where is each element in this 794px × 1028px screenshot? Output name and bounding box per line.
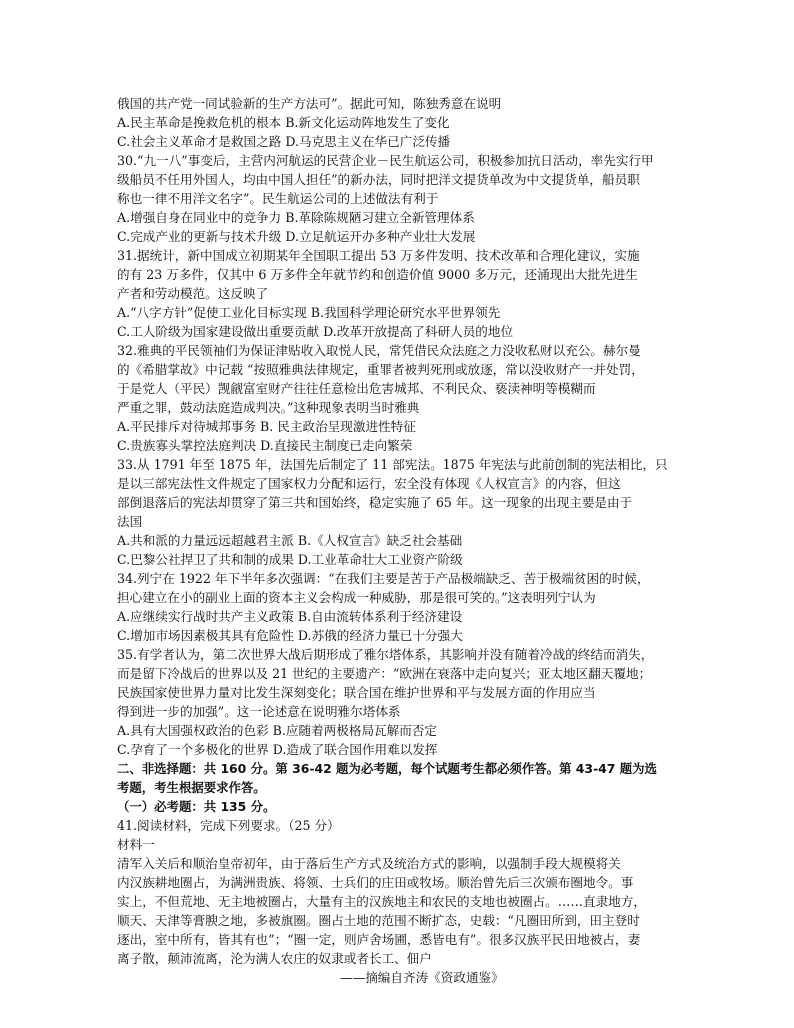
material-text: 离子散，颠沛流离，沦为满人农庄的奴隶或者长工、佃户: [117, 951, 432, 966]
text-line: 产者和劳动模范。这反映了: [117, 286, 269, 301]
material-text: 顺天、天津等膏腴之地，多被旗圈。圈占土地的范围不断扩态，史载：“凡圈田所到，田主登时: [117, 913, 640, 928]
material-source: ——摘编自齐涛《资政通鉴》: [340, 970, 504, 985]
question-29-options-ab: A.民主革命是挽救危机的根本 B.新文化运动阵地发生了变化: [117, 115, 450, 130]
question-29-options-cd: C.社会主义革命才是救国之路 D.马克思主义在华已广泛传播: [117, 134, 451, 149]
question-31-options-ab: A.“八字方针”促使工业化目标实现 B.我国科学理论研究水平世界领先: [117, 305, 501, 320]
text-line: 部倒退落后的宪法却贯穿了第三共和国始终，稳定实施了 65 年。这一现象的出现主要是由于: [117, 495, 633, 510]
section-heading: 二、非选择题：共 160 分。第 36-42 题为必考题，每个试题考生都必须作答。第 43-47 题为选: [117, 761, 657, 776]
material-label: 材料一: [117, 837, 155, 852]
question-30-stem: 30.“九一八”事变后，主营内河航运的民营企业－民生航运公司，积极参加抗日活动，率先实行甲: [117, 153, 654, 168]
question-34-options-cd: C.增加市场因素极其具有危险性 D.苏俄的经济力量已十分强大: [117, 628, 463, 643]
question-35-options-ab: A.具有大国强权政治的色彩 B.应随着两极格局瓦解而否定: [117, 723, 438, 738]
text-line: 民族国家使世界力量对比发生深刻变化；联合国在维护世界和平与发展方面的作用应当: [117, 685, 596, 700]
question-35-stem: 35.有学者认为，第二次世界大战后期形成了雅尔塔体系，其影响并没有随着冷战的终结而消失，: [117, 647, 654, 662]
question-33-options-cd: C.巴黎公社捍卫了共和制的成果 D.工业革命壮大工业资产阶级: [117, 552, 463, 567]
question-30-options-ab: A.增强自身在同业中的竞争力 B.革除陈规陋习建立全新管理体系: [117, 210, 475, 225]
question-31-stem: 31.据统计，新中国成立初期某年全国职工提出 53 万多件发明、技术改革和合理化建议，实施: [117, 248, 640, 263]
question-35-options-cd: C.孕育了一个多极化的世界 D.造成了联合国作用难以发挥: [117, 742, 438, 757]
text-line: 严重之罪，鼓动法庭造成判决。”这种现象表明当时雅典: [117, 400, 420, 415]
text-line: 担心建立在小的副业上面的资本主义会构成一种威胁，那是很可笑的。”这表明列宁认为: [117, 590, 596, 605]
question-30-options-cd: C.完成产业的更新与技术升级 D.立足航运开办多种产业壮大发展: [117, 229, 476, 244]
subsection-heading: （一）必考题：共 135 分。: [117, 799, 276, 814]
question-33-options-ab: A.共和派的力量远远超越君主派 B.《人权宣言》缺乏社会基础: [117, 533, 463, 548]
question-32-options-ab: A.平民排斥对待城邦事务 B. 民主政治呈现激进性特征: [117, 419, 416, 434]
text-line: 俄国的共产党一同试验新的生产方法可”。据此可知，陈独秀意在说明: [117, 96, 502, 111]
material-text: 清军入关后和顺治皇帝初年，由于落后生产方式及统治方式的影响，以强制手段大规模将关: [117, 856, 621, 871]
question-34-options-ab: A.应继续实行战时共产主义政策 B.自由流转体系利于经济建设: [117, 609, 463, 624]
text-line: 级船员不任用外国人，均由中国人担任”的新办法，同时把洋文提货单改为中文提货单，船员职: [117, 172, 640, 187]
material-text: 逐出，室中所有，皆其有也”；“圈一定，则庐舍场圃，悉皆电有”。很多汉族平民田地被占，妻: [117, 932, 641, 947]
text-line: 于是党人（平民）觊觎富室财产往往任意检出危害城邦、不利民众、亵渎神明等模糊而: [117, 381, 596, 396]
text-line: 而是留下冷战后的世界以及 21 世纪的主要遗产：“欧洲在衰落中走向复兴；亚太地区翻天覆地；: [117, 666, 652, 681]
section-heading-cont: 考题，考生根据要求作答。: [117, 780, 266, 795]
question-33-stem: 33.从 1791 年至 1875 年，法国先后制定了 11 部宪法。1875 年宪法与此前创制的宪法相比，只: [117, 457, 668, 472]
question-32-options-cd: C.贵族寡头掌控法庭判决 D.直接民主制度已走向繁荣: [117, 438, 413, 453]
text-line: 是以三部宪法性文件规定了国家权力分配和运行，宏全没有体现《人权宣言》的内容，但这: [117, 476, 621, 491]
material-text: 内汉族耕地圈占，为满洲贵族、将领、士兵们的庄田或牧场。顺治曾先后三次颁布圈地令。事: [117, 875, 634, 890]
text-line: 的有 23 万多件，仅其中 6 万多件全年就节约和创造价值 9000 多万元，还涌现出大批先进生: [117, 267, 638, 282]
text-line: 的《希腊掌故》中记载 “按照雅典法律规定，重罪者被判死刑或放逐，常以没收财产一并处罚，: [117, 362, 644, 377]
text-line: 称也一律不用洋文名字”。民生航运公司的上述做法有利于: [117, 191, 439, 206]
text-line: 法国: [117, 514, 143, 529]
material-text: 实上，不但荒地、无主地被圈占，大量有主的汉族地主和农民的支地也被圈占。……直隶地方，: [117, 894, 646, 909]
question-41-stem: 41.阅读材料，完成下列要求。（25 分）: [117, 818, 340, 833]
question-34-stem: 34.列宁在 1922 年下半年多次强调：“在我们主要是苦于产品极端缺乏、苦于极端贫困的时候，: [117, 571, 650, 586]
question-31-options-cd: C.工人阶级为国家建设做出重要贡献 D.改革开放提高了科研人员的地位: [117, 324, 514, 339]
text-line: 得到进一步的加强”。这一论述意在说明雅尔塔体系: [117, 704, 401, 719]
question-32-stem: 32.雅典的平民领袖们为保证津贴收入取悦人民，常凭借民众法庭之力没收私财以充公。赫尔曼: [117, 343, 641, 358]
